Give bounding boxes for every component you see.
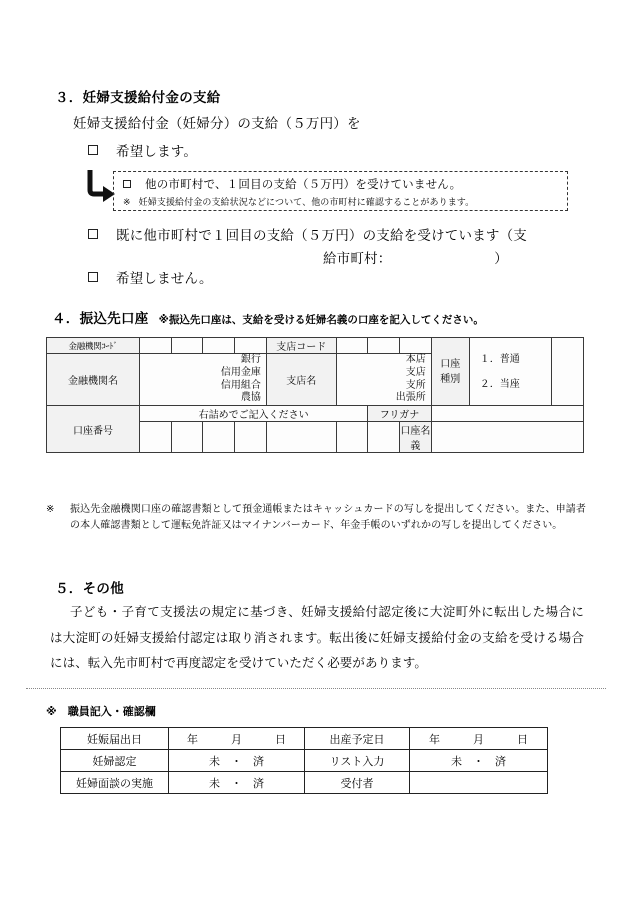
section4-note-text: 振込先金融機関口座の確認書類として預金通帳またはキャッシュカードの写しを提出してください。また、申請者の本人確認書類として運転免許証又はマイナンバーカード、年金手帳のいずれかの写しを提出してください。	[70, 504, 586, 531]
section3-callout-box	[113, 171, 568, 211]
staff-section-heading: ※ 職員記入・確認欄	[46, 706, 156, 718]
account-kind-option-futsu[interactable]: １．普通	[479, 353, 520, 365]
staff-label-receptionist: 受付者	[305, 772, 410, 794]
section3-option-already-received[interactable]	[88, 229, 588, 265]
furigana-entry[interactable]	[431, 406, 583, 422]
table-row-hint	[47, 406, 584, 422]
staff-label-due-date: 出産予定日	[305, 728, 410, 750]
section3-option-municipality-field[interactable]: 給市町村： ）	[322, 250, 508, 266]
callout-note-mark: ※	[123, 197, 131, 207]
account-kind-option-toza[interactable]: ２．当座	[479, 378, 520, 390]
callout-checkbox-label: 他の市町村で、１回目の支給（５万円）を受けていません。	[145, 179, 462, 191]
table-row	[61, 728, 548, 750]
staff-entry-table	[60, 727, 548, 794]
section3-intro-text: 妊婦支援給付金（妊婦分）の支給（５万円）を	[73, 116, 361, 131]
staff-label-interview: 妊婦面談の実施	[61, 772, 169, 794]
label-account-kind: 口座 種別	[431, 338, 469, 406]
staff-value-receptionist[interactable]	[410, 772, 548, 794]
account-number-cell-1[interactable]	[140, 422, 172, 453]
section3-option-wish-label: 希望します。	[116, 144, 198, 159]
section5-body	[50, 600, 584, 677]
staff-label-list-input: リスト入力	[305, 750, 410, 772]
checkbox-no-wish[interactable]	[88, 272, 98, 282]
staff-value-due-date[interactable]: 年 月 日	[410, 728, 548, 750]
section4-heading-text: ４．振込先口座	[52, 311, 149, 326]
bank-account-table	[46, 337, 584, 453]
staff-value-list-input[interactable]: 未 ・ 済	[410, 750, 548, 772]
bank-name-entry[interactable]: 銀行 信用金庫 信用組合 農協	[140, 354, 267, 406]
checkbox-already-received[interactable]	[88, 229, 98, 239]
section4-heading-note: ※振込先口座は、支給を受ける妊婦名義の口座を記入してください。	[158, 314, 484, 326]
callout-checkbox-row[interactable]	[123, 176, 461, 192]
callout-note-row	[123, 195, 474, 208]
section4-heading	[52, 307, 484, 327]
section4-note	[46, 502, 586, 533]
bank-code-cell-2[interactable]	[171, 338, 203, 354]
section5-heading: ５．その他	[55, 581, 124, 596]
staff-label-certification: 妊婦認定	[61, 750, 169, 772]
section3-option-wish[interactable]	[88, 145, 197, 159]
section5-body-text: 子ども・子育て支援法の規定に基づき、妊婦支援給付認定後に大淀町外に転出した場合には大淀町の妊婦支援給付認定は取り消されます。転出後に妊婦支援給付金の支給を受ける場合には、転入先市町村で再度認定を受けていただく必要があります。	[50, 605, 584, 671]
checkbox-not-received[interactable]	[123, 180, 131, 188]
account-kind-options[interactable]	[469, 338, 551, 406]
account-number-cell-3[interactable]	[203, 422, 235, 453]
staff-label-pregnancy-notification-date: 妊娠届出日	[61, 728, 169, 750]
account-kind-entry[interactable]	[552, 338, 584, 406]
checkbox-wish[interactable]	[88, 145, 98, 155]
label-furigana: フリガナ	[368, 406, 431, 422]
staff-value-interview[interactable]: 未 ・ 済	[169, 772, 305, 794]
label-branch-code: 支店コード	[266, 338, 336, 354]
branch-code-cell-2[interactable]	[368, 338, 400, 354]
account-number-cell-5[interactable]	[266, 422, 336, 453]
staff-value-certification[interactable]: 未 ・ 済	[169, 750, 305, 772]
label-bank-name: 金融機関名	[47, 354, 140, 406]
label-account-number: 口座番号	[47, 406, 140, 453]
bank-code-cell-4[interactable]	[235, 338, 267, 354]
account-number-cell-2[interactable]	[171, 422, 203, 453]
label-account-holder: 口座名義	[400, 422, 432, 453]
label-branch-name: 支店名	[266, 354, 336, 406]
account-number-cell-4[interactable]	[235, 422, 267, 453]
branch-code-cell-3[interactable]	[400, 338, 432, 354]
cut-separator-line	[26, 688, 606, 689]
section3-heading: ３．妊婦支援給付金の支給	[55, 90, 221, 105]
section3-option-no-wish-label: 希望しません。	[116, 271, 213, 286]
account-number-cell-6[interactable]	[336, 422, 368, 453]
branch-code-cell-1[interactable]	[336, 338, 368, 354]
account-holder-entry[interactable]	[431, 422, 583, 453]
table-row-codes	[47, 338, 584, 354]
elbow-arrow-icon	[86, 168, 116, 202]
bank-code-cell-1[interactable]	[140, 338, 172, 354]
table-row	[61, 750, 548, 772]
section4-note-mark: ※	[46, 504, 55, 515]
account-number-align-hint: 右詰めでご記入ください	[140, 406, 368, 422]
label-bank-code: 金融機関ｺｰﾄﾞ	[47, 338, 140, 354]
table-row	[61, 772, 548, 794]
account-number-cell-7[interactable]	[368, 422, 400, 453]
bank-code-cell-3[interactable]	[203, 338, 235, 354]
section3-option-no-wish[interactable]	[88, 272, 213, 286]
branch-name-entry[interactable]: 本店 支店 支所 出張所	[336, 354, 431, 406]
callout-note-text: 妊婦支援給付金の支給状況などについて、他の市町村に確認することがあります。	[138, 197, 475, 207]
staff-value-pregnancy-notification-date[interactable]: 年 月 日	[169, 728, 305, 750]
section3-option-already-received-label: 既に他市町村で１回目の支給（５万円）の支給を受けています（支	[116, 228, 527, 243]
